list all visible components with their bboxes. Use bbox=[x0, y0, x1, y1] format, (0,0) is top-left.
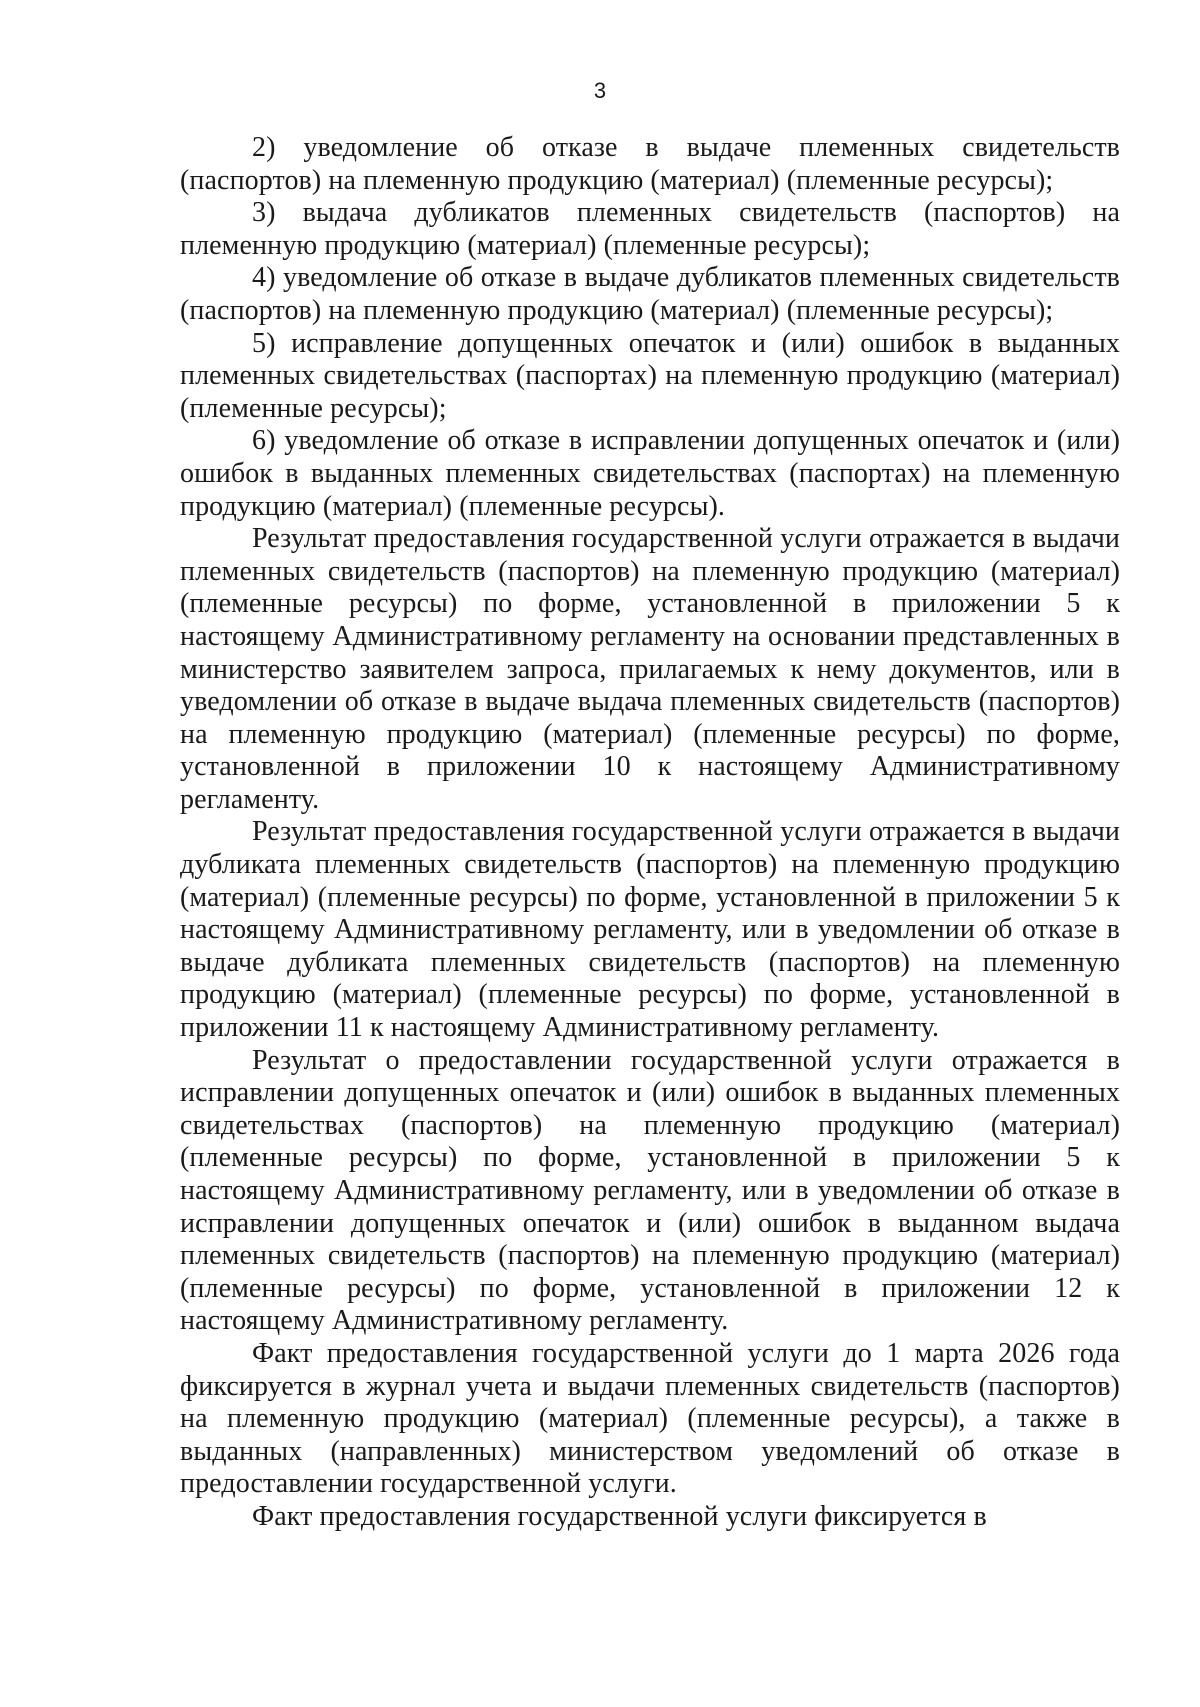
list-item-2: 2) уведомление об отказе в выдаче племенных свидетельств (паспортов) на племенную продукцию (материал) (племенные ресурсы); bbox=[180, 132, 1120, 196]
fact-journal-paragraph: Факт предоставления государственной услуги до 1 марта 2026 года фиксируется в журнал учета и выдачи племенных свидетельств (паспортов) на племенную продукцию (материал) (племенные ресурсы), а также в выданных (направленных) министерством уведомлений об отказе в предоставлении государственной услуги. bbox=[180, 1337, 1120, 1500]
page-number: 3 bbox=[593, 78, 607, 103]
list-item-5: 5) исправление допущенных опечаток и (или) ошибок в выданных племенных свидетельствах (паспортах) на племенную продукцию (материал) (племенные ресурсы); bbox=[180, 327, 1120, 424]
result-correction-paragraph: Результат о предоставлении государственной услуги отражается в исправлении допущенных опечаток и (или) ошибок в выданных племенных свидетельствах (паспортов) на племенную продукцию (материал) (племенные ресурсы) по форме, установленной в приложении 5 к настоящему Административному регламенту, или в уведомлении об отказе в исправлении допущенных опечаток и (или) ошибок в выданном выдача племенных свидетельств (паспортов) на племенную продукцию (материал) (племенные ресурсы) по форме, установленной в приложении 12 к настоящему Административному регламенту. bbox=[180, 1044, 1120, 1337]
result-issuance-paragraph: Результат предоставления государственной услуги отражается в выдачи племенных свидетельств (паспортов) на племенную продукцию (материал) (племенные ресурсы) по форме, установленной в приложении 5 к настоящему Административному регламенту на основании представленных в министерство заявителем запроса, прилагаемых к нему документов, или в уведомлении об отказе в выдаче выдача племенных свидетельств (паспортов) на племенную продукцию (материал) (племенные ресурсы) по форме, установленной в приложении 10 к настоящему Административному регламенту. bbox=[180, 523, 1120, 815]
list-item-4: 4) уведомление об отказе в выдаче дубликатов племенных свидетельств (паспортов) на племенную продукцию (материал) (племенные ресурсы); bbox=[180, 262, 1120, 326]
list-item-6: 6) уведомление об отказе в исправлении допущенных опечаток и (или) ошибок в выданных племенных свидетельствах (паспортах) на племенную продукцию (материал) (племенные ресурсы). bbox=[180, 425, 1120, 522]
document-body bbox=[180, 132, 1120, 1534]
fact-recorded-paragraph: Факт предоставления государственной услуги фиксируется в bbox=[252, 1500, 987, 1532]
list-item-3: 3) выдача дубликатов племенных свидетельств (паспортов) на племенную продукцию (материал) (племенные ресурсы); bbox=[180, 197, 1120, 261]
result-duplicate-paragraph: Результат предоставления государственной услуги отражается в выдачи дубликата племенных свидетельств (паспортов) на племенную продукцию (материал) (племенные ресурсы) по форме, установленной в приложении 5 к настоящему Административному регламенту, или в уведомлении об отказе в выдаче дубликата племенных свидетельств (паспортов) на племенную продукцию (материал) (племенные ресурсы) по форме, установленной в приложении 11 к настоящему Административному регламенту. bbox=[180, 816, 1120, 1044]
